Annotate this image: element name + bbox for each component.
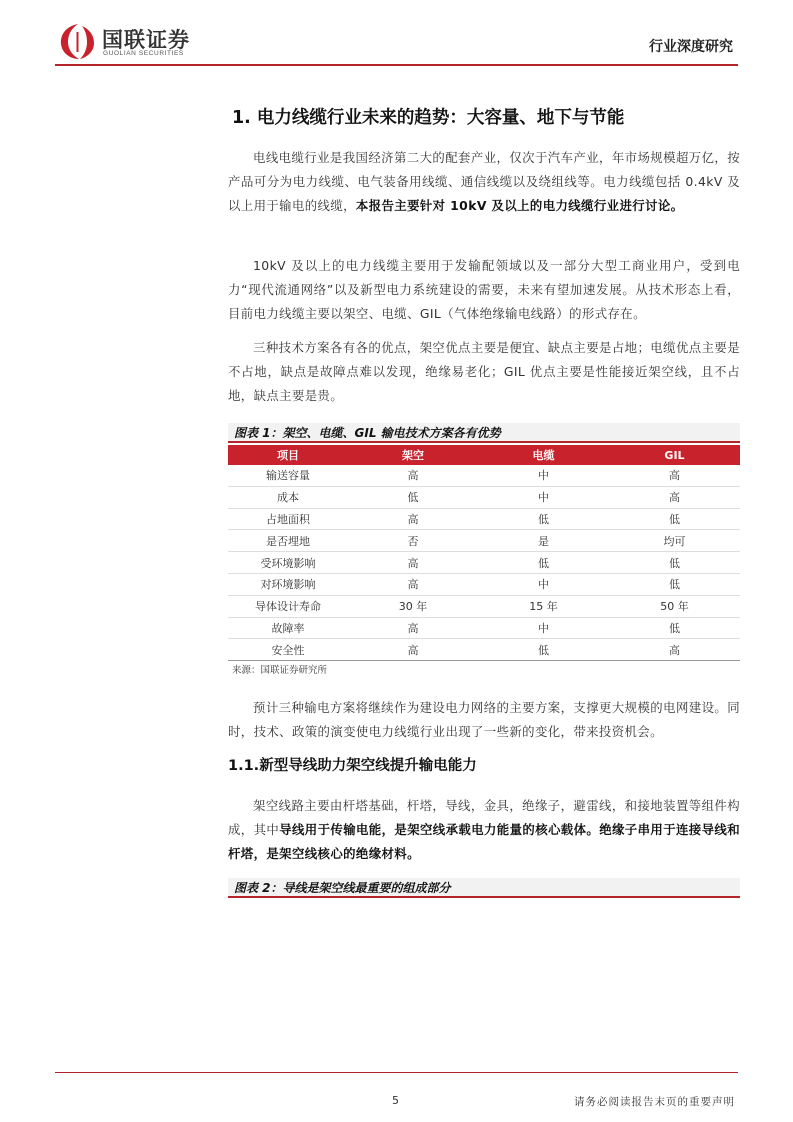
header-item: 项目 xyxy=(228,445,348,465)
cell: 15 年 xyxy=(478,595,609,617)
cell: 低 xyxy=(609,617,740,639)
table-row xyxy=(228,465,740,486)
page-header xyxy=(0,0,793,70)
header-divider xyxy=(55,64,738,66)
logo-text: 国联证券 xyxy=(102,28,190,52)
cell: 低 xyxy=(478,508,609,530)
logo-emblem-icon xyxy=(58,22,100,60)
cell: 中 xyxy=(478,617,609,639)
table-header-row xyxy=(228,445,740,465)
table-1-source: 来源：国联证券研究所 xyxy=(232,665,328,676)
table-2-title: 图表 2：导线是架空线最重要的组成部分 xyxy=(228,878,740,898)
table-row xyxy=(228,639,740,661)
table-row xyxy=(228,617,740,639)
table-row xyxy=(228,573,740,595)
paragraph-bold-text: 本报告主要针对 10kV 及以上的电力线缆行业进行讨论。 xyxy=(355,198,684,213)
page-number: 5 xyxy=(392,1094,399,1107)
cell: 故障率 xyxy=(228,617,348,639)
cell: 占地面积 xyxy=(228,508,348,530)
table-row xyxy=(228,530,740,552)
cell: 高 xyxy=(348,465,478,486)
cell: 成本 xyxy=(228,486,348,508)
table-row xyxy=(228,486,740,508)
section-1-paragraph-3: 三种技术方案各有各的优点，架空优点主要是便宜、缺点主要是占地；电缆优点主要是不占地，缺点是故障点难以发现，绝缘易老化；GIL 优点主要是性能接近架空线，且不占地，缺点主要是贵。 xyxy=(228,340,740,403)
cell: 低 xyxy=(478,639,609,661)
disclaimer-note: 请务必阅读报告末页的重要声明 xyxy=(574,1096,735,1108)
cell: 高 xyxy=(348,573,478,595)
cell: 均可 xyxy=(609,530,740,552)
cell: 高 xyxy=(348,552,478,574)
cell: 安全性 xyxy=(228,639,348,661)
cell: 低 xyxy=(609,552,740,574)
cell: 中 xyxy=(478,573,609,595)
cell: 30 年 xyxy=(348,595,478,617)
section-1-paragraph-2: 10kV 及以上的电力线缆主要用于发输配领域以及一部分大型工商业用户，受到电力“现代流通网络”以及新型电力系统建设的需要，未来有望加速发展。从技术形态上看，目前电力线缆主要以架空、电缆、GIL（气体绝缘输电线路）的形式存在。 xyxy=(228,258,740,321)
cell: 否 xyxy=(348,530,478,552)
cell: 高 xyxy=(609,639,740,661)
cell: 中 xyxy=(478,486,609,508)
paragraph-text: 电线电缆行业是我国经济第二大的配套产业，仅次于汽车产业，年市场规模超万亿，按产品可分为电力线缆、电气装备用线缆、通信线缆以及绕组线等。电力线缆包括 0.4kV 及以上用于输电的线缆， xyxy=(228,150,740,213)
cell: 低 xyxy=(348,486,478,508)
header-cable: 电缆 xyxy=(478,445,609,465)
table-row xyxy=(228,552,740,574)
cell: 低 xyxy=(609,573,740,595)
section-1-1-paragraph-1 xyxy=(228,794,740,866)
table-row xyxy=(228,595,740,617)
comparison-table xyxy=(228,445,740,661)
cell: 高 xyxy=(609,465,740,486)
cell: 对环境影响 xyxy=(228,573,348,595)
cell: 受环境影响 xyxy=(228,552,348,574)
header-overhead: 架空 xyxy=(348,445,478,465)
cell: 高 xyxy=(348,639,478,661)
table-1-title: 图表 1：架空、电缆、GIL 输电技术方案各有优势 xyxy=(228,423,740,443)
cell: 低 xyxy=(609,508,740,530)
paragraph-text: 架空线路主要由杆塔基础，杆塔，导线，金具，绝缘子，避雷线，和接地装置等组件构成，其中 xyxy=(228,798,740,837)
guolian-logo xyxy=(58,22,218,60)
cell: 中 xyxy=(478,465,609,486)
logo-subtitle: GUOLIAN SECURITIES xyxy=(103,50,184,57)
header-gil: GIL xyxy=(609,445,740,465)
cell: 导体设计寿命 xyxy=(228,595,348,617)
cell: 高 xyxy=(609,486,740,508)
table-row xyxy=(228,508,740,530)
cell: 50 年 xyxy=(609,595,740,617)
cell: 低 xyxy=(478,552,609,574)
section-1-1-heading: 1.1.新型导线助力架空线提升输电能力 xyxy=(228,758,477,774)
cell: 高 xyxy=(348,508,478,530)
cell: 输送容量 xyxy=(228,465,348,486)
cell: 高 xyxy=(348,617,478,639)
cell: 是否埋地 xyxy=(228,530,348,552)
paragraph-bold-text: 导线用于传输电能，是架空线承载电力能量的核心载体。绝缘子串用于连接导线和杆塔，是架空线核心的绝缘材料。 xyxy=(228,822,740,861)
section-1-paragraph-1 xyxy=(228,146,740,218)
paragraph-4: 预计三种输电方案将继续作为建设电力网络的主要方案，支撑更大规模的电网建设。同时，技术、政策的演变使电力线缆行业出现了一些新的变化，带来投资机会。 xyxy=(228,700,740,739)
cell: 是 xyxy=(478,530,609,552)
report-type: 行业深度研究 xyxy=(649,39,733,55)
section-1-heading: 1. 电力线缆行业未来的趋势：大容量、地下与节能 xyxy=(232,108,625,128)
footer-divider xyxy=(55,1072,738,1073)
